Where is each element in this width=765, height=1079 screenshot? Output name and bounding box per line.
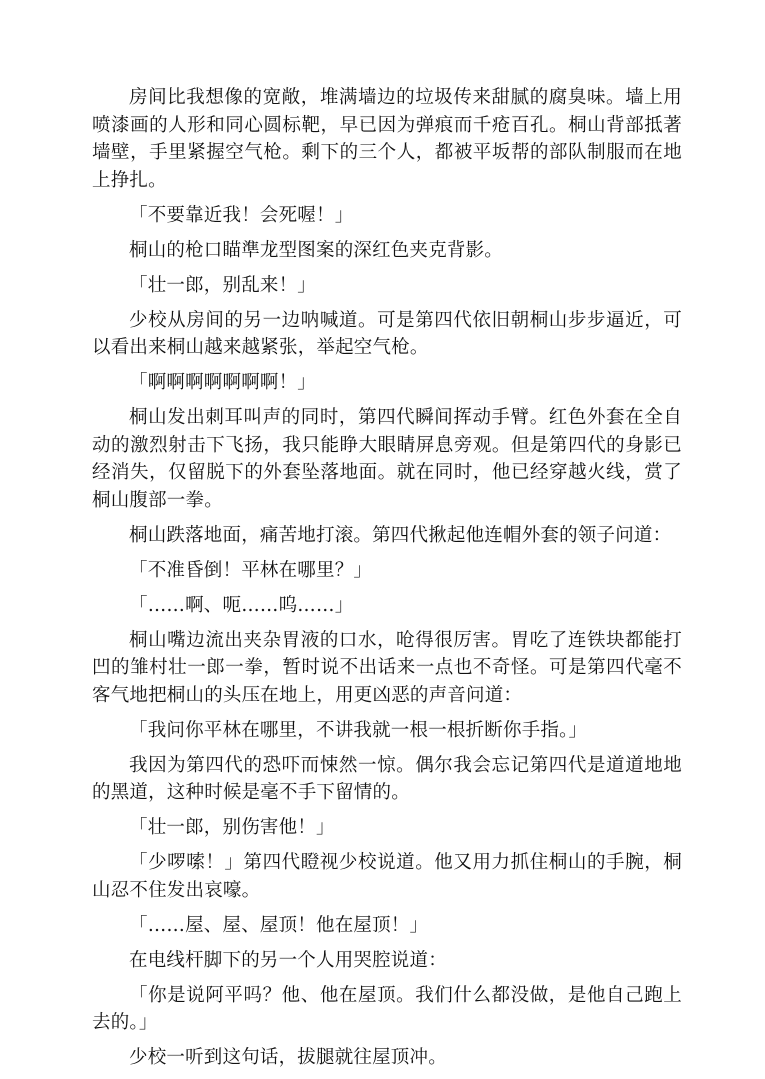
paragraph-7: 桐山发出刺耳叫声的同时，第四代瞬间挥动手臂。红色外套在全自动的激烈射击下飞扬，我只能睁大眼睛屏息旁观。但是第四代的身影已经消失，仅留脱下的外套坠落地面。就在同时，他已经穿越火线，赏了桐山腹部一拳。 (92, 407, 682, 511)
paragraph-8: 桐山跌落地面，痛苦地打滚。第四代揪起他连帽外套的领子问道： (129, 524, 672, 546)
paragraph-14: 「壮一郎，别伤害他！」 (129, 817, 335, 838)
paragraph-5: 少校从房间的另一边呐喊道。可是第四代依旧朝桐山步步逼近，可以看出来桐山越来越紧张，举起空气枪。 (92, 309, 682, 358)
paragraph-17: 在电线杆脚下的另一个人用哭腔说道： (129, 949, 447, 971)
paragraph-6: 「啊啊啊啊啊啊啊！」 (129, 372, 317, 393)
paragraph-1: 房间比我想像的宽敞，堆满墙边的垃圾传来甜腻的腐臭味。墙上用喷漆画的人形和同心圆标靶，早已因为弹痕而千疮百孔。桐山背部抵著墙壁，手里紧握空气枪。剩下的三个人，都被平坂帮的部队制服而在地上挣扎。 (92, 87, 682, 191)
paragraph-13: 我因为第四代的恐吓而悚然一惊。偶尔我会忘记第四代是道道地地的黑道，这种时候是毫不手下留情的。 (92, 754, 682, 803)
paragraph-11: 桐山嘴边流出夹杂胃液的口水，呛得很厉害。胃吃了连铁块都能打凹的雏村壮一郎一拳，暂时说不出话来一点也不奇怪。可是第四代毫不客气地把桐山的头压在地上，用更凶恶的声音问道： (92, 629, 682, 706)
paragraph-2: 「不要靠近我！会死喔！」 (129, 204, 354, 226)
paragraph-10: 「……啊、呃……呜……」 (129, 594, 354, 616)
paragraph-3: 桐山的枪口瞄準龙型图案的深红色夹克背影。 (129, 239, 504, 261)
paragraph-18: 「你是说阿平吗？他、他在屋顶。我们什么都没做，是他自己跑上去的。」 (92, 984, 682, 1033)
document-page (92, 84, 682, 1079)
paragraph-15: 「少啰嗦！」第四代瞪视少校说道。他又用力抓住桐山的手腕，桐山忍不住发出哀嚎。 (92, 852, 682, 901)
paragraph-16: 「……屋、屋、屋顶！他在屋顶！」 (129, 914, 429, 936)
paragraph-19: 少校一听到这句话，拔腿就往屋顶冲。 (129, 1047, 447, 1068)
paragraph-12: 「我问你平林在哪里，不讲我就一根一根折断你手指。」 (129, 719, 588, 741)
paragraph-4: 「壮一郎，别乱来！」 (129, 274, 317, 296)
paragraph-9: 「不准昏倒！平林在哪里？」 (129, 559, 373, 581)
